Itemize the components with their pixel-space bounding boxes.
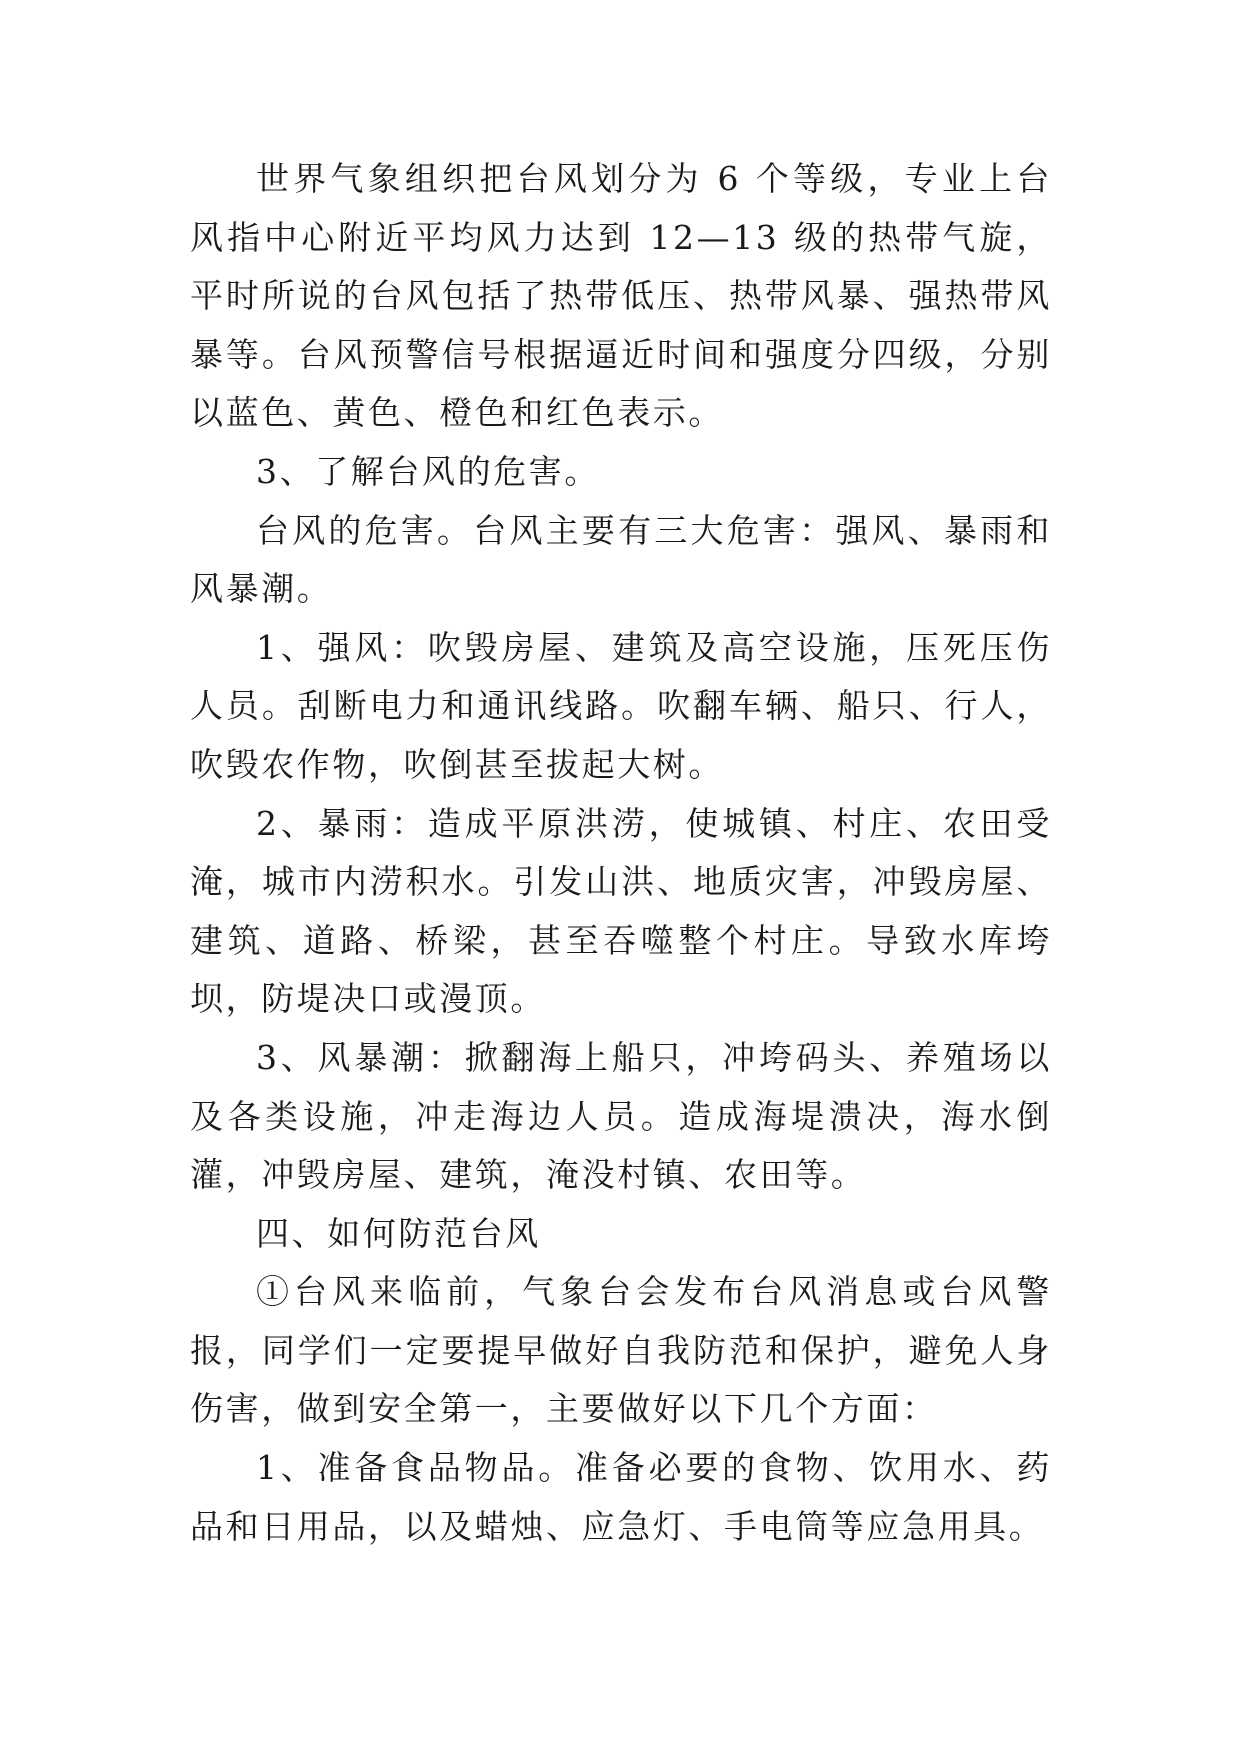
heading-prevention: 四、如何防范台风: [256, 1213, 541, 1253]
paragraph-rainstorm: 2、暴雨：造成平原洪涝，使城镇、村庄、农田受淹，城市内涝积水。引发山洪、地质灾害，冲毁房屋、建筑、道路、桥梁，甚至吞噬整个村庄。导致水库垮坝，防堤决口或漫顶。: [190, 803, 1052, 1019]
document-page: [190, 150, 1052, 1556]
heading-typhoon-hazards: 3、了解台风的危害。: [256, 451, 600, 491]
paragraph-typhoon-levels: 世界气象组织把台风划分为 6 个等级，专业上台风指中心附近平均风力达到 12—13 级的热带气旋，平时所说的台风包括了热带低压、热带风暴、强热带风暴等。台风预警信号根据逼近时间和强度分四级，分别以蓝色、黄色、橙色和红色表示。: [190, 159, 1052, 433]
paragraph-prepare-supplies: 1、准备食品物品。准备必要的食物、饮用水、药品和日用品，以及蜡烛、应急灯、手电筒等应急用具。: [190, 1448, 1052, 1546]
paragraph-strong-wind: 1、强风：吹毁房屋、建筑及高空设施，压死压伤人员。刮断电力和通讯线路。吹翻车辆、船只、行人，吹毁农作物，吹倒甚至拔起大树。: [190, 627, 1052, 784]
paragraph-storm-surge: 3、风暴潮：掀翻海上船只，冲垮码头、养殖场以及各类设施，冲走海边人员。造成海堤溃决，海水倒灌，冲毁房屋、建筑，淹没村镇、农田等。: [190, 1037, 1052, 1195]
paragraph-hazards-intro: 台风的危害。台风主要有三大危害：强风、暴雨和风暴潮。: [190, 510, 1052, 609]
paragraph-before-typhoon: ①台风来临前，气象台会发布台风消息或台风警报，同学们一定要提早做好自我防范和保护，避免人身伤害，做到安全第一，主要做好以下几个方面：: [190, 1272, 1052, 1429]
